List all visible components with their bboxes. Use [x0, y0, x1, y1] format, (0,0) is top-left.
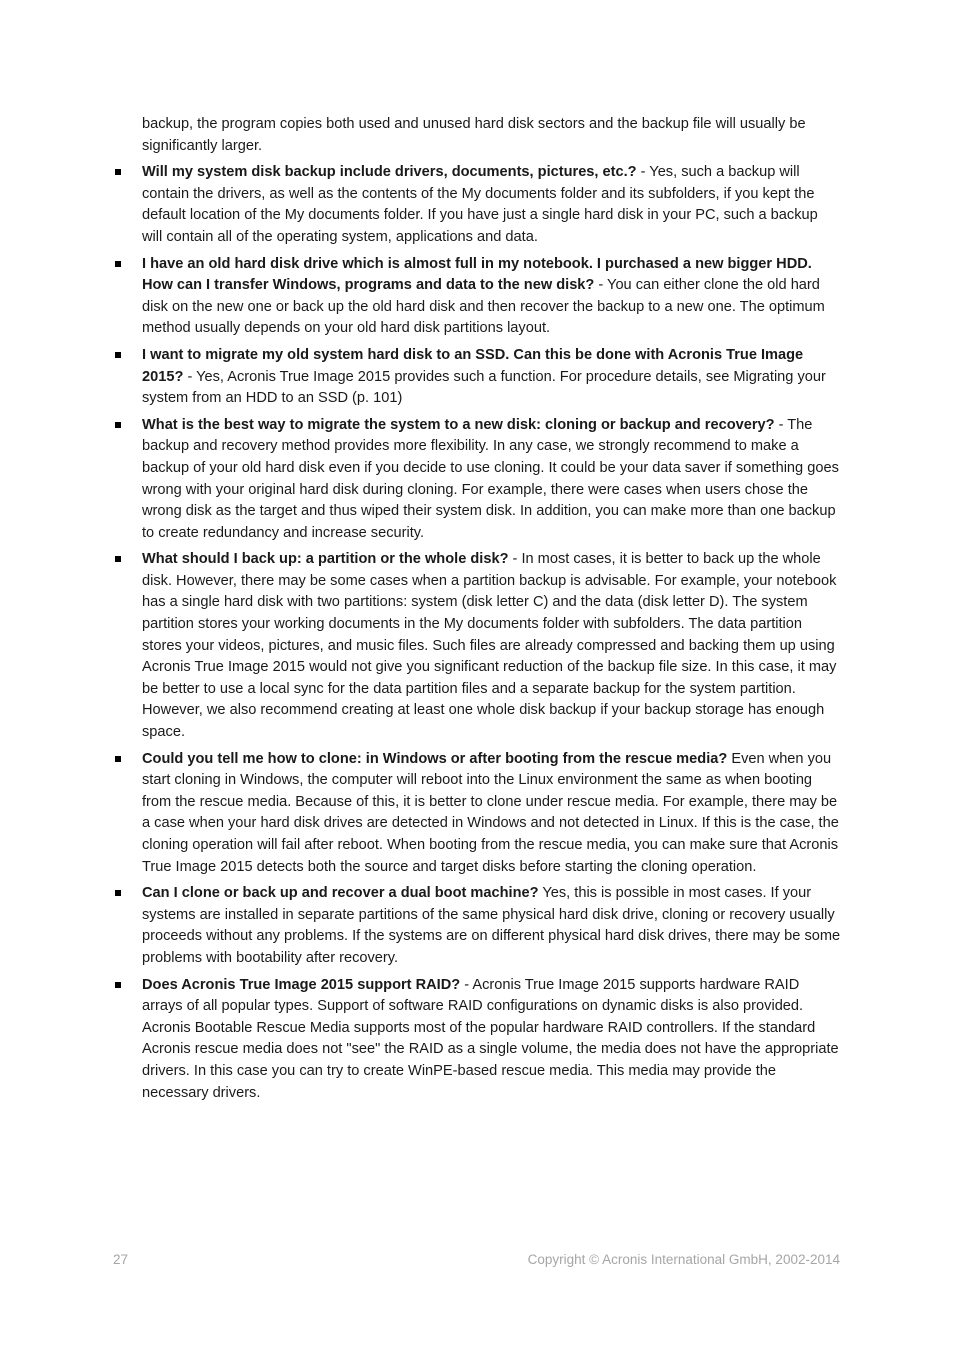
copyright-notice: Copyright © Acronis International GmbH, 2002-2014 — [527, 1252, 840, 1267]
lead-paragraph: backup, the program copies both used and unused hard disk sectors and the backup file will usually be significantly larger. — [142, 116, 806, 154]
square-bullet-icon — [115, 982, 121, 988]
faq-answer: - Yes, Acronis True Image 2015 provides such a function. For procedure details, see Migrating your system from an HDD to an SSD (p. 101) — [142, 368, 826, 407]
square-bullet-icon — [115, 261, 121, 267]
faq-item-dual-boot-machine — [142, 883, 842, 969]
faq-answer: - The backup and recovery method provides more flexibility. In any case, we strongly recommend to make a backup of your old hard disk even if you decide to use cloning. It could be your data saver if something goes wrong with your original hard disk during cloning. For example, there were cases when users chose the wrong disk as the target and thus wiped their system disk. In addition, you can make more than one backup to create redundancy and increase security. — [142, 416, 839, 541]
document-body — [142, 114, 842, 1109]
faq-question: I have an old hard disk drive which is almost full in my notebook. I purchased a new bigger HDD. How can I transfer Windows, programs and data to the new disk? — [142, 255, 812, 294]
square-bullet-icon — [115, 556, 121, 562]
faq-item-migrate-to-ssd — [142, 345, 842, 410]
square-bullet-icon — [115, 169, 121, 175]
faq-answer: - Yes, such a backup will contain the drivers, as well as the contents of the My documents folder and its subfolders, if you kept the default location of the My documents folder. If you have just a single hard disk in your PC, such a backup will contain all of the operating system, applications and data. — [142, 164, 818, 245]
faq-question: What should I back up: a partition or the whole disk? — [142, 551, 509, 568]
faq-answer: - You can either clone the old hard disk on the new one or back up the old hard disk and then recover the backup to a new one. The optimum method usually depends on your old hard disk partitions layout. — [142, 277, 825, 337]
faq-question: What is the best way to migrate the system to a new disk: cloning or backup and recovery? — [142, 416, 775, 433]
faq-question: Could you tell me how to clone: in Windows or after booting from the rescue media? — [142, 750, 728, 767]
faq-item-clone-windows-or-rescue-media — [142, 749, 842, 879]
faq-answer: Even when you start cloning in Windows, the computer will reboot into the Linux environment the same as when booting from the rescue media. Because of this, it is better to clone under rescue media. For example, there may be a case when your hard disk drives are detected in Windows and not detected in Linux. If this is the case, the cloning operation will fail after reboot. When booting from the rescue media, you can make sure that Acronis True Image 2015 detects both the source and target disks before starting the cloning operation. — [142, 750, 839, 875]
faq-list — [142, 162, 842, 1104]
faq-question: I want to migrate my old system hard disk to an SSD. Can this be done with Acronis True Image 2015? — [142, 346, 804, 385]
faq-item-system-disk-backup-contents — [142, 162, 842, 248]
square-bullet-icon — [115, 890, 121, 896]
square-bullet-icon — [115, 352, 121, 358]
page-number: 27 — [113, 1252, 129, 1267]
square-bullet-icon — [115, 422, 121, 428]
faq-item-partition-or-whole-disk — [142, 549, 842, 743]
faq-question: Will my system disk backup include drivers, documents, pictures, etc.? — [142, 164, 637, 181]
faq-answer: Yes, this is possible in most cases. If your systems are installed in separate partitions of the same physical hard disk drive, cloning or recovery usually proceeds without any problems. If the systems are on different physical hard disk drives, there may be some problems with bootability after recovery. — [142, 885, 841, 966]
faq-item-raid-support — [142, 975, 842, 1105]
faq-question: Can I clone or back up and recover a dual boot machine? — [142, 885, 539, 902]
faq-item-cloning-vs-backup — [142, 415, 842, 545]
faq-answer: - In most cases, it is better to back up the whole disk. However, there may be some cases when a partition backup is advisable. For example, your notebook has a single hard disk with two partitions: system (disk letter C) and the data (disk letter D). The system partition stores your working documents in the My documents folder with subfolders. The data partition stores your videos, pictures, and music files. Such files are already compressed and backing them up using Acronis True Image 2015 would not give you significant reduction of the backup file size. In this case, it may be better to use a local sync for the data partition files and a separate backup for the system partition. However, we also recommend creating at least one whole disk backup if your backup storage has enough space. — [142, 551, 837, 741]
faq-question: Does Acronis True Image 2015 support RAID? — [142, 976, 461, 993]
square-bullet-icon — [115, 756, 121, 762]
faq-item-transfer-to-new-disk — [142, 254, 842, 340]
faq-answer: - Acronis True Image 2015 supports hardware RAID arrays of all popular types. Support of software RAID configurations on dynamic disks is also provided. Acronis Bootable Rescue Media supports most of the popular hardware RAID controllers. If the standard Acronis rescue media does not "see" the RAID as a single volume, the media does not have the appropriate drivers. In this case you can try to create WinPE-based rescue media. This media may provide the necessary drivers. — [142, 976, 839, 1101]
